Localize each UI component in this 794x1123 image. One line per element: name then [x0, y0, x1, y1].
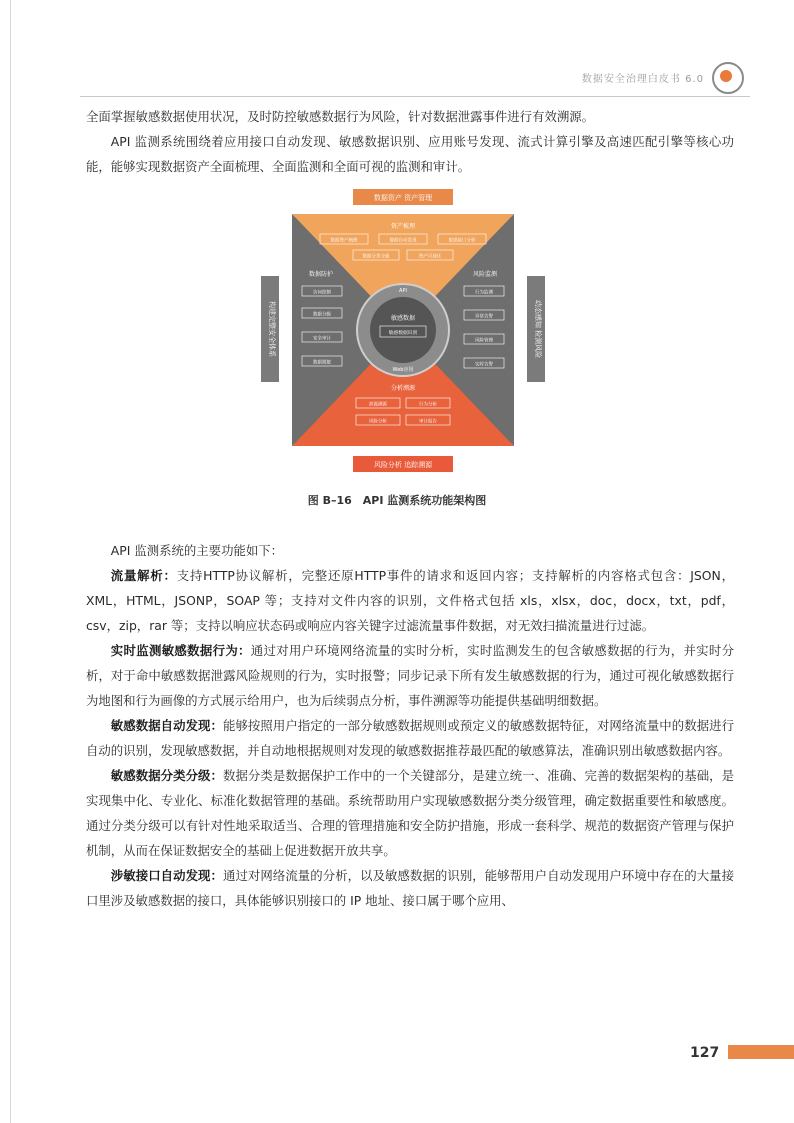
intro-paragraph-2: API 监测系统围绕着应用接口自动发现、敏感数据识别、应用账号发现、流式计算引擎及高速匹配引擎等核心功能，能够实现数据资产全面梳理、全面监测和全面可视的监测和审计。: [86, 134, 734, 174]
center-bottom-label: Web应用: [392, 367, 414, 373]
bottom-item: 审计报告: [419, 419, 437, 425]
feature-paragraph: [86, 763, 734, 863]
feature-lead: 流量解析：: [110, 568, 177, 583]
top-item: 敏感接口分析: [448, 238, 476, 244]
bottom-item: 行为分析: [419, 402, 437, 408]
feature-lead: 敏感数据分类分级：: [110, 768, 223, 783]
feature-text: 通过对网络流量的分析，以及敏感数据的识别，能够帮用户自动发现用户环境中存在的大量接口里涉及敏感数据的接口，具体能够识别接口的 IP 地址、接口属于哪个应用、: [86, 868, 735, 908]
center-top-label: API: [399, 288, 407, 294]
right-section-title: 风险监测: [472, 271, 498, 278]
feature-lead: 实时监测敏感数据行为：: [110, 643, 251, 658]
center-box-label: 敏感数据识别: [388, 331, 418, 336]
page-header: [80, 56, 750, 97]
feature-lead: 敏感数据自动发现：: [110, 718, 223, 733]
right-item: 行为监测: [475, 290, 493, 296]
top-section-title: 资产梳理: [390, 223, 416, 230]
binding-line: [10, 0, 11, 1123]
right-item: 异常告警: [475, 314, 493, 320]
right-item: 实时告警: [475, 362, 493, 368]
feature-text: 数据分类是数据保护工作中的一个关键部分，是建立统一、准确、完善的数据架构的基础，是实现集中化、专业化、标准化数据管理的基础。系统帮助用户实现敏感数据分类分级管理，确定数据重要性和敏感度。通过分类分级可以有针对性地采取适当、合理的管理措施和安全防护措施，形成一套科学、规范的数据资产管理与保护机制，从而在保证数据安全的基础上促进数据开放共享。: [86, 768, 735, 858]
feature-paragraph: [86, 863, 734, 913]
bottom-section-title: 分析溯源: [390, 385, 416, 392]
center-mid-label: 敏感数据: [390, 315, 416, 322]
intro-paragraph-1: 全面掌握敏感数据使用状况，及时防控敏感数据行为风险，针对数据泄露事件进行有效溯源。: [86, 109, 595, 124]
top-item: 数据分类分级: [362, 254, 390, 260]
feature-paragraph: [86, 713, 734, 763]
intro-text: [86, 104, 734, 179]
main-text: [86, 538, 734, 913]
bottom-item: 泄露溯源: [369, 402, 387, 408]
feature-lead: 涉敏接口自动发现：: [110, 868, 223, 883]
top-item: 数据资产梳理: [330, 238, 358, 244]
bottom-banner-label: 风险分析 追踪溯源: [373, 461, 433, 469]
top-item: 数据自动发现: [389, 238, 417, 244]
top-item: 资产可视化: [418, 254, 442, 260]
figure-caption: 图 B–16 API 监测系统功能架构图: [307, 494, 487, 507]
feature-paragraph: [86, 638, 734, 713]
bottom-item: 风险分析: [369, 419, 387, 425]
right-side-label: 动态感知 检测风险: [534, 299, 542, 359]
left-item: 数据分级: [313, 312, 331, 318]
right-item: 风险管理: [475, 338, 493, 344]
feature-paragraph: [86, 563, 734, 638]
feature-text: 能够按照用户指定的一部分敏感数据规则或预定义的敏感数据特征，对网络流量中的数据进行自动的识别，发现敏感数据，并自动地根据规则对发现的敏感数据推荐最匹配的敏感算法，准确识别出敏感数据内容。: [86, 718, 735, 758]
main-paragraph-intro: API 监测系统的主要功能如下：: [110, 543, 284, 558]
top-banner-label: 数据资产 资产管理: [373, 194, 433, 202]
left-item: 访问控制: [313, 290, 331, 296]
feature-text: 支持HTTP协议解析，完整还原HTTP事件的请求和返回内容；支持解析的内容格式包含：JSON，XML，HTML，JSONP，SOAP 等；支持对文件内容的识别，文件格式包括 xls，xlsx，doc，docx，txt，pdf，csv，zip，rar 等；支持以响应状态码或响应内容关键字过滤流量事件数据，对无效扫描流量进行过滤。: [86, 568, 735, 633]
page-number-bar: [728, 1045, 794, 1059]
logo-icon: [712, 62, 744, 94]
api-architecture-diagram: [258, 186, 548, 476]
left-item: 数据脱敏: [313, 360, 331, 366]
left-side-label: 构建完整安全体系: [268, 301, 276, 357]
feature-text: 通过对用户环境网络流量的实时分析，实时监测发生的包含敏感数据的行为，并实时分析，对于命中敏感数据泄露风险规则的行为，实时报警；同步记录下所有发生敏感数据的行为，通过可视化敏感数据行为地图和行为画像的方式展示给用户，也为后续弱点分析，事件溯源等功能提供基础明细数据。: [86, 643, 735, 708]
left-item: 安全审计: [313, 336, 331, 342]
left-section-title: 数据防护: [308, 271, 334, 278]
page-number: 127: [690, 1045, 720, 1061]
header-title: 数据安全治理白皮书 6.0: [581, 74, 704, 85]
